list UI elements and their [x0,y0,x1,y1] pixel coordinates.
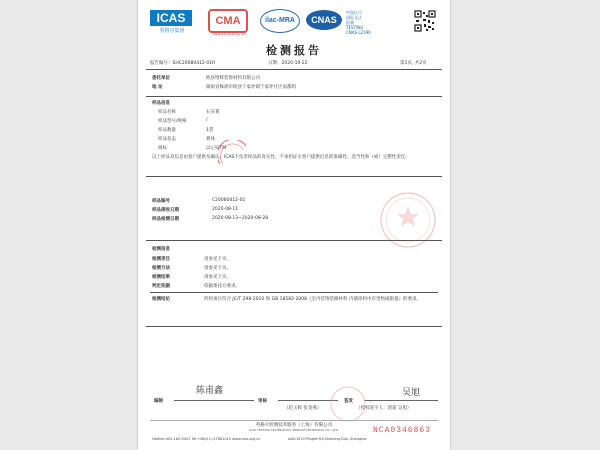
sample-info-heading: 样品信息 [152,101,170,106]
test-info-value: 请参见下页。 [204,257,231,262]
client-address-value: 湖南省株洲市攸县宁家坪镇宁家坪社区南都组 [206,85,296,90]
client-address-label: 地 址 [152,85,163,90]
approve-names: （授权签字人：郭超 吴旭） [356,406,412,411]
signature-line [364,400,438,401]
sample-info-value: 石灰膏 [206,110,220,115]
cnas-text-line: CNAS L2196 [346,30,371,35]
report-number-label: 报告编号： [150,61,173,66]
divider [146,176,442,177]
signature-line [174,400,254,401]
report-date-value: 2020-10-22 [281,61,308,66]
approved-label: 签发 [344,399,353,404]
qr-code-icon [414,10,436,32]
sample-info-value: 膏体 [206,137,215,142]
footer-address: Add:1010 Pinglet Rd,Sheliang Dist.,Shanghai [288,437,367,441]
report-date-label: 日期： [268,61,282,66]
red-stamp-icon [218,140,248,166]
icas-logo: ICAS [150,10,192,26]
sample-meta-value: C20080412-01 [212,198,246,203]
divider [146,69,442,70]
footer-company-cn: 英格尔检测技术服务（上海）有限公司 [255,423,333,428]
footer-company-en: ICAS TESTING TECHNOLOGY SERVICE (SHANGHAI) CO., LTD. [249,428,339,432]
sample-info-value: / [206,118,208,123]
cnas-text [346,10,386,35]
test-info-value: 请参见下页。 [204,275,231,280]
test-info-label: 判定依据 [152,284,170,289]
divider [146,326,442,327]
icas-chinese-name: 英格尔集团 [159,28,185,34]
divider [146,240,442,241]
divider [146,96,442,97]
cma-number: 160020401236 [211,32,247,37]
report-page-count: 第1页, 共2页 [400,61,427,66]
test-info-label: 检测项目 [152,257,170,262]
divider [150,292,438,293]
cnas-text-line: TESTING [346,25,364,30]
review-names: （赵玉辉 张金燕） [284,406,322,411]
test-info-label: 检测结果 [152,275,170,280]
cma-logo: CMA [208,9,248,33]
cnas-text-line: 检测 [346,20,354,25]
report-page [138,0,450,450]
report-title: 检测报告 [266,44,322,57]
signature-seal-icon [328,384,368,424]
test-info-value: 请参见下页。 [204,266,231,271]
sample-info-label: 样品名称 [158,110,176,115]
test-info-label: 检测方法 [152,266,170,271]
test-info-heading: 检测信息 [152,247,170,252]
official-seal-icon [374,190,438,250]
sample-info-label: 样品型号/规格 [158,119,187,124]
ilac-logo: ilac-MRA [260,9,300,33]
sample-disclaimer: 以上样品及信息由客户提供及确认，ICAS不负责样品的真实性，不承担证实客户提供信息的准确性、适当性和（或）完整性责任。 [152,155,410,160]
conclusion-text: 所检项目符合 JC/T 298-2010 和 GB 18582-2008《室内装饰装修材料 内墙涂料中有害物质限量》的要求。 [204,297,421,302]
client-name-label: 委托单位 [152,76,170,81]
sample-info-label: 样品状态 [158,137,176,142]
sample-info-value: 1袋 [206,128,214,133]
footer-contact: Hotline:400-182-9001 Tel:+86(21)-57881010 www.icas.org.cn [152,437,261,441]
sample-meta-label: 样品编号 [152,199,170,204]
sample-meta-label: 样品检测日期 [152,217,179,222]
sample-info-label: 样品数量 [158,128,176,133]
conclusion-label: 检测结论 [152,297,170,302]
cnas-text-line: 中国认可 [346,10,362,15]
footer-divider [150,420,438,421]
approved-signature: 吴旭 [402,388,421,398]
report-date [268,60,308,66]
cnas-text-line: 国际互认 [346,15,362,20]
nca-serial: NCA0346863 [373,426,432,435]
report-number [150,60,215,66]
reviewed-label: 审核 [258,399,267,404]
sample-meta-label: 样品接收日期 [152,208,179,213]
prepared-signature: 陈甫鑫 [196,386,224,396]
sample-meta-value: 2020-08-11 [212,207,239,212]
test-info-value: 依据委托方要求。 [204,284,240,289]
cnas-logo: CNAS [306,10,342,30]
report-number-value: SHC20080412-01R [172,61,216,66]
client-name-value: 攸县增辉装饰材料有限公司 [206,76,260,81]
sample-info-value: 以心钰TM [206,146,227,151]
sample-info-label: 商标 [158,146,167,151]
prepared-label: 编制 [154,399,163,404]
sample-meta-value: 2020-08-13~2020-08-28 [212,216,269,221]
